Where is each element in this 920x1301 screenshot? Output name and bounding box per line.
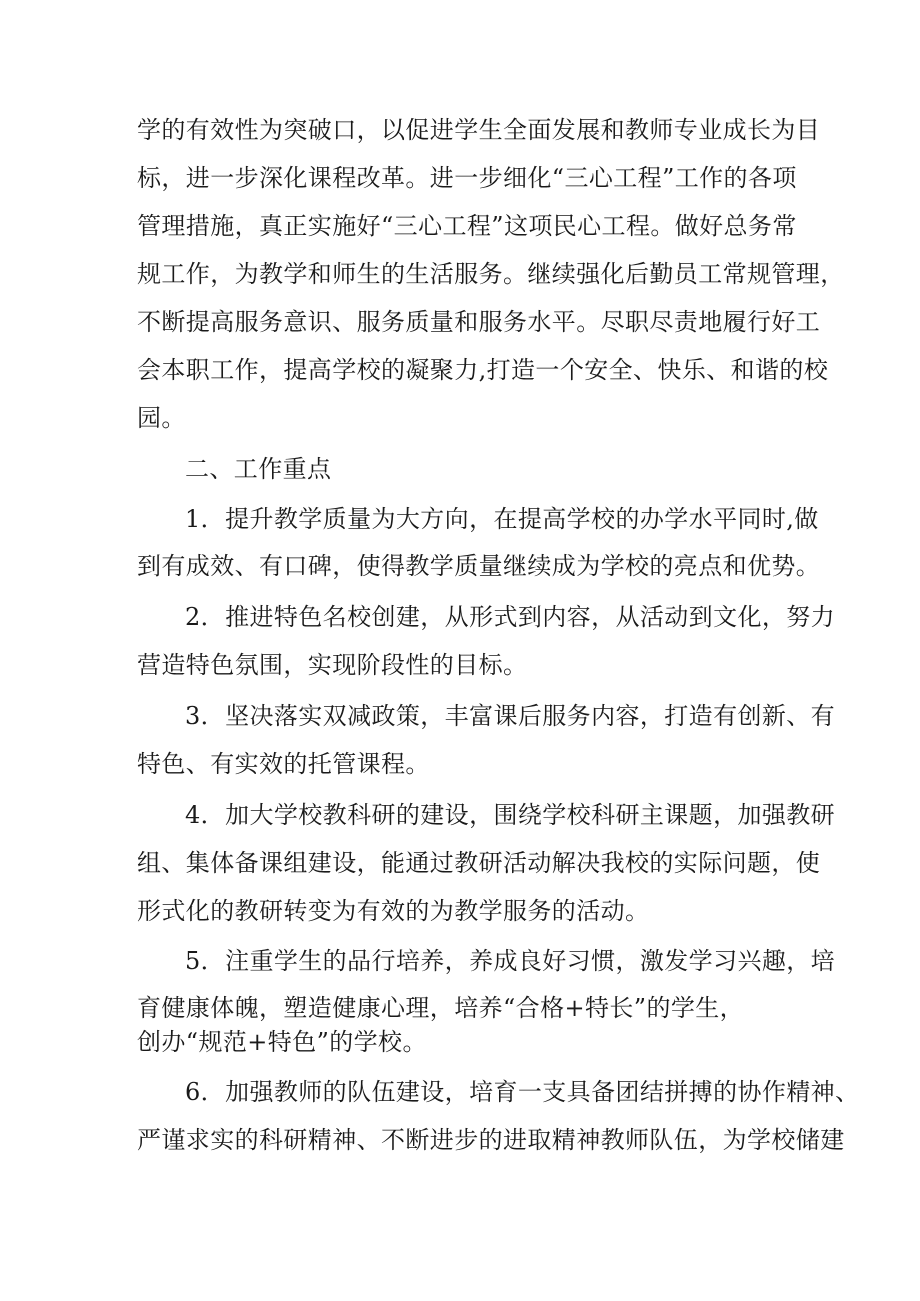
paragraph-line: 园。 — [137, 404, 186, 432]
list-item-line: 营造特色氛围，实现阶段性的目标。 — [137, 651, 528, 679]
list-item-line: 组、集体备课组建设，能通过教研活动解决我校的实际问题，使 — [137, 849, 821, 877]
paragraph-line: 标，进一步深化课程改革。进一步细化“三心工程”工作的各项 — [137, 164, 797, 192]
paragraph-line: 会本职工作，提高学校的凝聚力,打造一个安全、快乐、和谐的校 — [137, 356, 829, 384]
list-item-line: 严谨求实的科研精神、不断进步的进取精神教师队伍，为学校储建 — [137, 1126, 845, 1154]
list-item-line: 4．加大学校教科研的建设，围绕学校科研主课题，加强教研 — [185, 801, 836, 829]
paragraph-line: 学的有效性为突破口，以促进学生全面发展和教师专业成长为目 — [137, 116, 821, 144]
paragraph-line: 不断提高服务意识、服务质量和服务水平。尽职尽责地履行好工 — [137, 308, 821, 336]
list-item-line: 3．坚决落实双减政策，丰富课后服务内容，打造有创新、有 — [185, 702, 836, 730]
paragraph-line: 管理措施，真正实施好“三心工程”这项民心工程。做好总务常 — [137, 212, 797, 240]
list-item-line: 2．推进特色名校创建，从形式到内容，从活动到文化，努力 — [185, 603, 836, 631]
list-item-line: 到有成效、有口碑，使得教学质量继续成为学校的亮点和优势。 — [137, 552, 821, 580]
paragraph-line: 规工作，为教学和师生的生活服务。继续强化后勤员工常规管理， — [137, 260, 845, 288]
list-item-line: 5．注重学生的品行培养，养成良好习惯，激发学习兴趣，培 — [185, 947, 836, 975]
list-item-line: 育健康体魄，塑造健康心理，培养“合格+特长”的学生， — [137, 994, 745, 1022]
list-item-line: 特色、有实效的托管课程。 — [137, 750, 430, 778]
list-item-line: 1．提升教学质量为大方向，在提高学校的办学水平同时,做 — [185, 505, 819, 533]
list-item-line: 6．加强教师的队伍建设，培育一支具备团结拼搏的协作精神、 — [185, 1078, 860, 1106]
list-item-line: 创办“规范+特色”的学校。 — [137, 1028, 427, 1056]
section-heading: 二、工作重点 — [185, 455, 332, 483]
list-item-line: 形式化的教研转变为有效的为教学服务的活动。 — [137, 897, 650, 925]
